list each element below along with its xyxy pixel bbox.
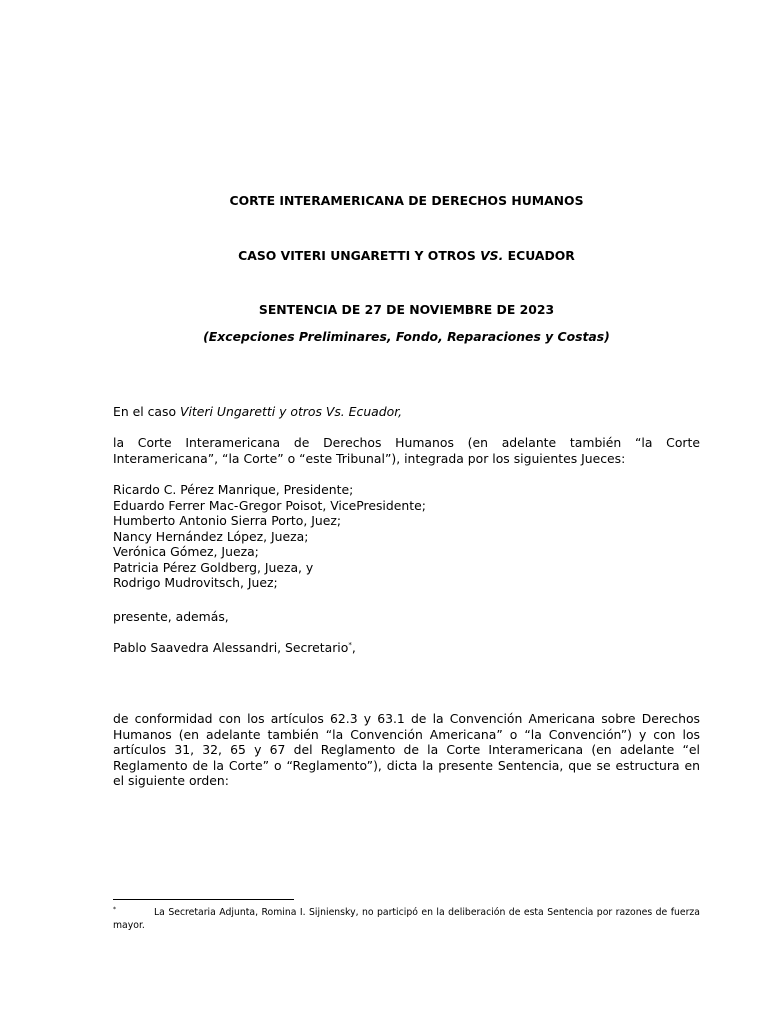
secretary-trailing: , xyxy=(351,640,356,655)
intro-prefix: En el caso xyxy=(113,404,181,419)
intro-case-name: Viteri Ungaretti y otros Vs. Ecuador, xyxy=(180,404,403,419)
court-name: CORTE INTERAMERICANA DE DERECHOS HUMANOS xyxy=(229,193,584,208)
judge-item: Verónica Gómez, Jueza; xyxy=(113,544,259,559)
present-also: presente, además, xyxy=(113,609,229,624)
judge-item: Humberto Antonio Sierra Porto, Juez; xyxy=(113,513,342,528)
judge-item: Rodrigo Mudrovitsch, Juez; xyxy=(113,575,278,590)
intro-line xyxy=(113,404,700,420)
secretary-line xyxy=(113,640,700,656)
judge-item: Patricia Pérez Goldberg, Jueza, y xyxy=(113,559,314,575)
case-title-vs: VS. xyxy=(480,248,504,263)
footnote-reference[interactable]: * xyxy=(348,640,352,649)
judge-item: Nancy Hernández López, Jueza; xyxy=(113,528,309,544)
court-paragraph: la Corte Interamericana de Derechos Humanos (en adelante también “la Corte Interamericana”, “la Corte” o “este Tribunal”), integrada por los siguientes Jueces: xyxy=(113,435,700,466)
footnote-text: La Secretaria Adjunta, Romina I. Sijniensky, no participó en la deliberación de esta Sentencia por razones de fuerza mayor. xyxy=(113,907,700,931)
footnote-mark: * xyxy=(113,905,116,913)
judgment-date: SENTENCIA DE 27 DE NOVIEMBRE DE 2023 xyxy=(258,302,555,317)
judges-list xyxy=(113,482,700,591)
case-title xyxy=(113,248,700,264)
secretary-name: Pablo Saavedra Alessandri, Secretario xyxy=(113,640,349,655)
judgment-subtitle: (Excepciones Preliminares, Fondo, Reparaciones y Costas) xyxy=(203,329,610,344)
case-title-prefix: CASO VITERI UNGARETTI Y OTROS xyxy=(238,248,481,263)
footnote xyxy=(113,906,700,932)
footnote-separator xyxy=(113,899,294,900)
judge-item: Ricardo C. Pérez Manrique, Presidente; xyxy=(113,482,354,497)
conformity-paragraph: de conformidad con los artículos 62.3 y 63.1 de la Convención Americana sobre Derechos Humanos (en adelante también “la Convención Americana” o “la Convención”) y con los artículos 31, 32, 65 y 67 del Reglamento de la Corte Interamericana (en adelante “el Reglamento de la Corte” o “Reglamento”), dicta la presente Sentencia, que se estructura en el siguiente orden: xyxy=(113,711,700,788)
judge-item: Eduardo Ferrer Mac-Gregor Poisot, VicePresidente; xyxy=(113,497,426,513)
case-title-suffix: ECUADOR xyxy=(503,248,575,263)
